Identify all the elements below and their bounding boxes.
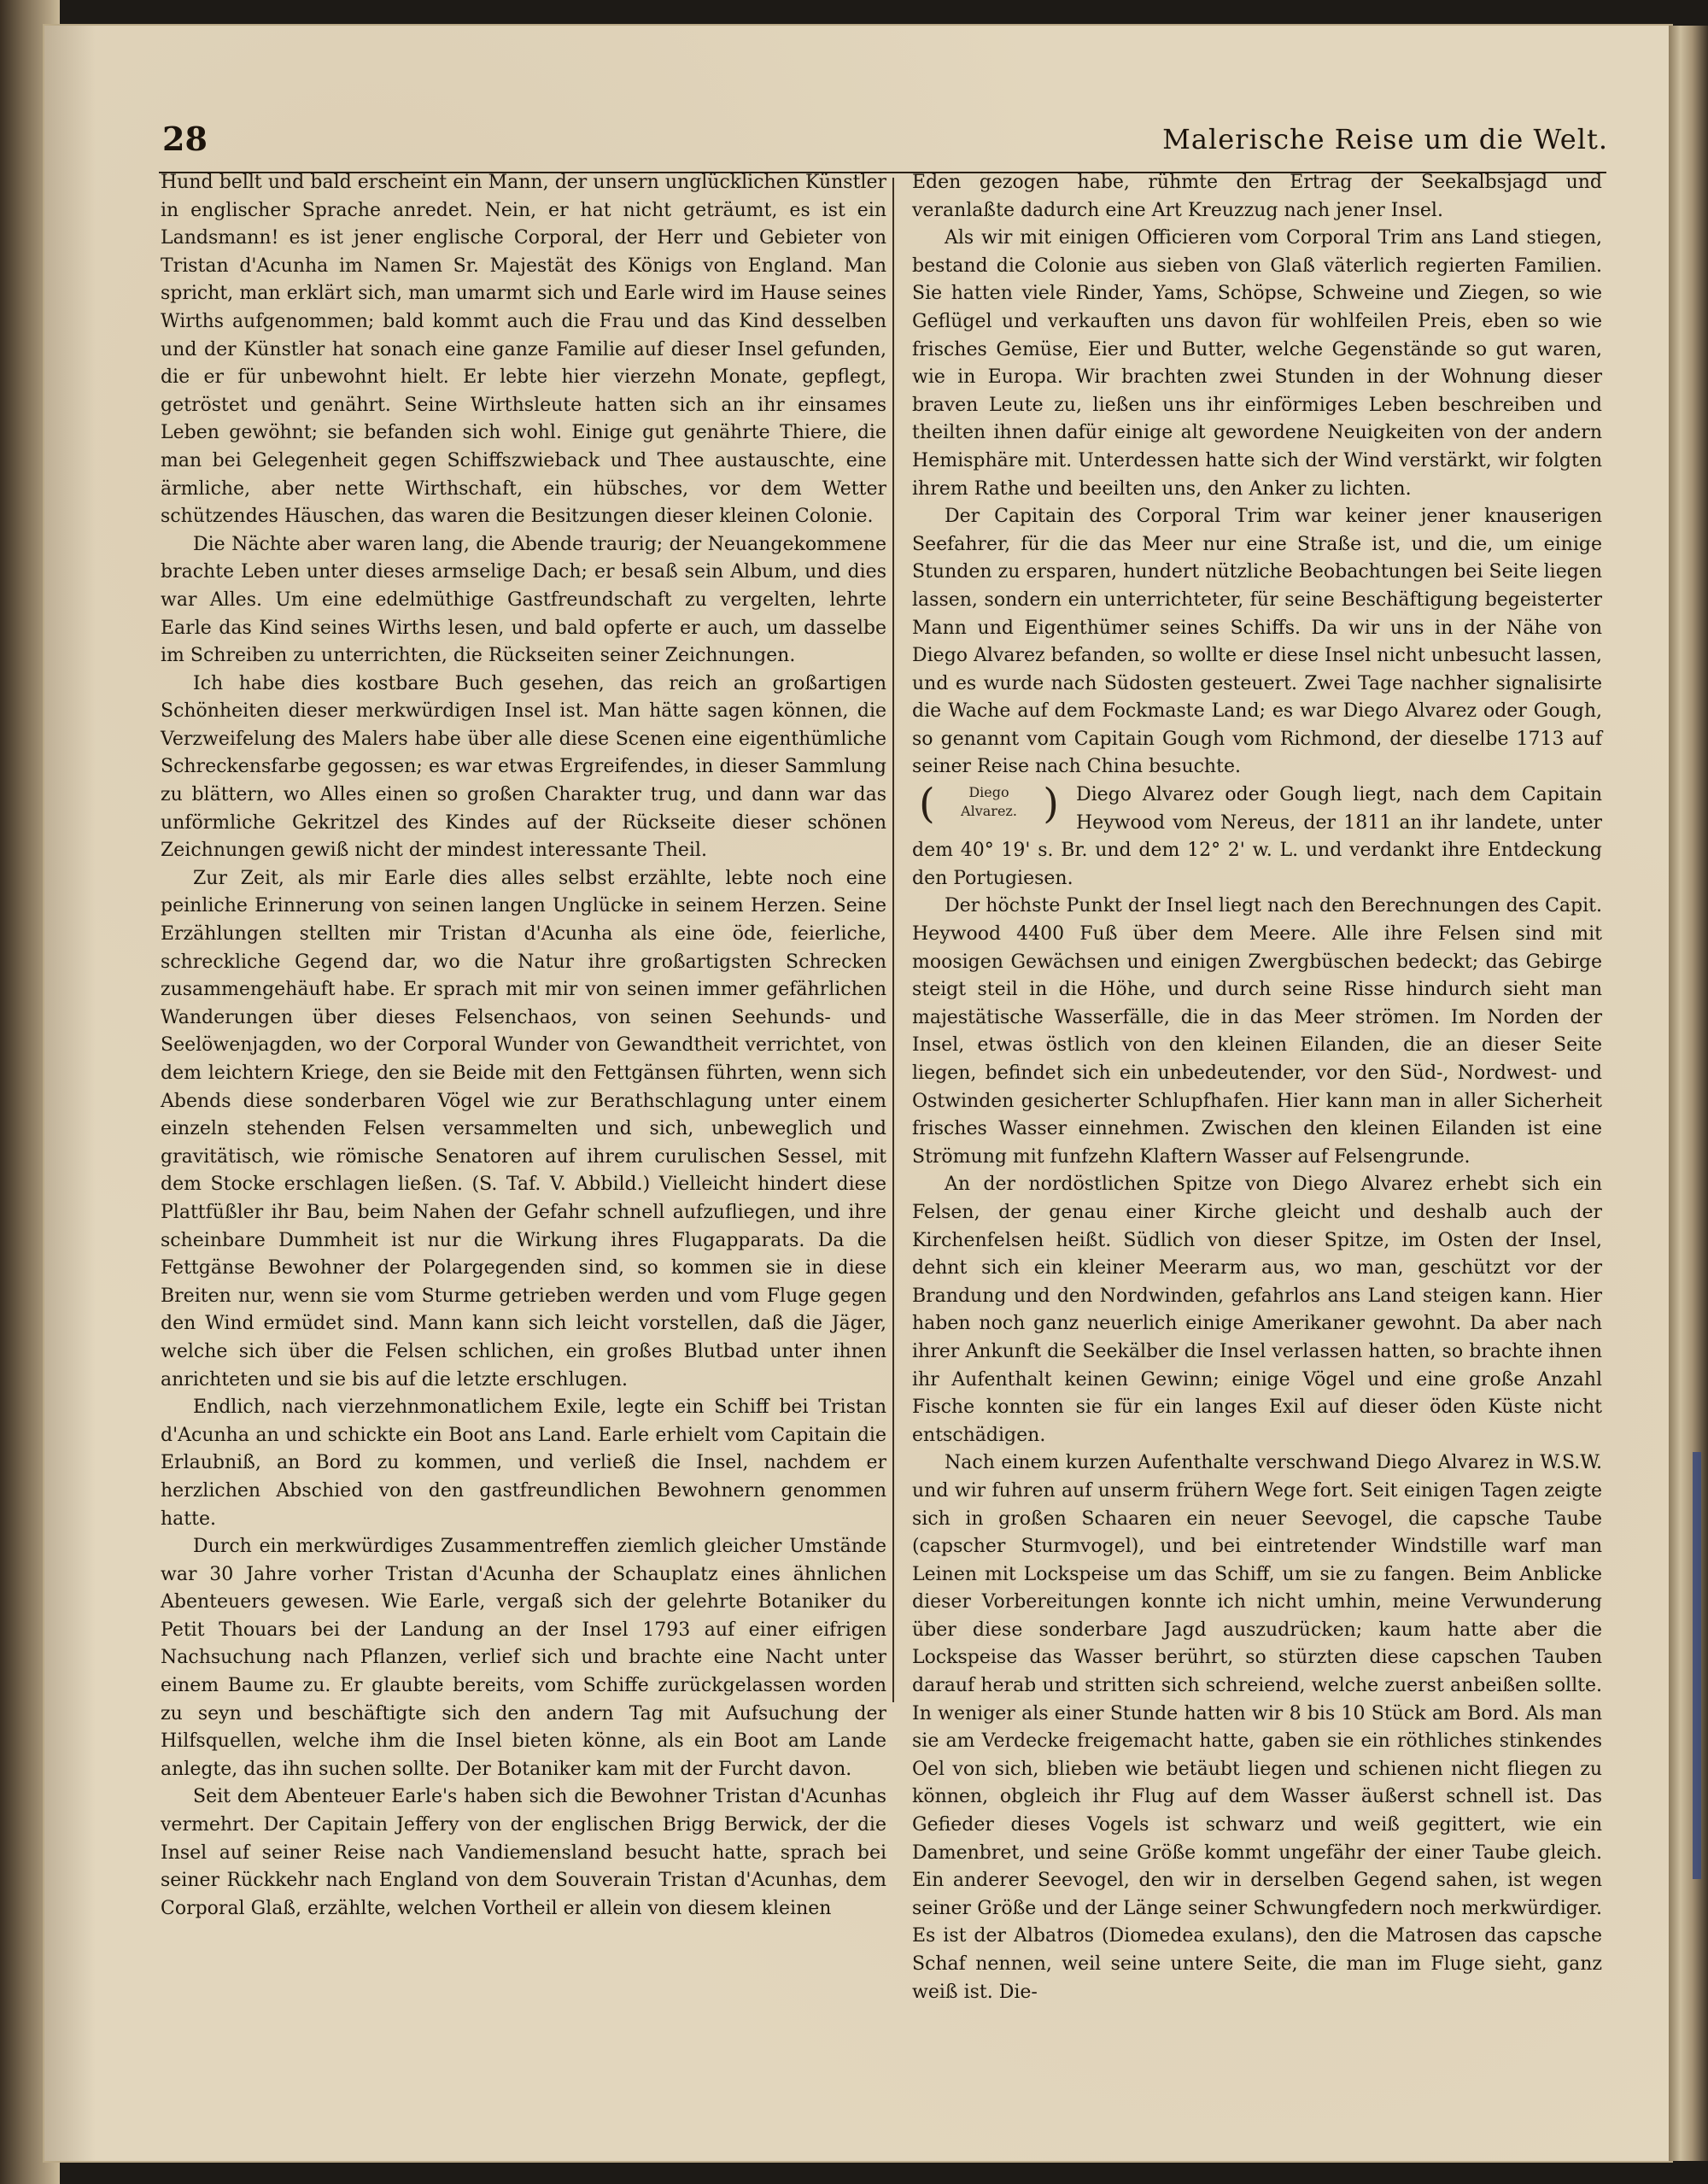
paragraph: Ich habe dies kostbare Buch gesehen, das reich an großartigen Schönheiten dieser merkwürdigen Insel ist. Man hätte sagen können, die Verzweifelung des Malers habe über alle diese Scenen eine eigenthümliche Schreckensfarbe gegossen; es war etwas Ergreifendes, in dieser Sammlung zu blättern, wo Alles einen so großen Charakter trug, und dann war das unförmliche Gekritzel des Kindes auf der Rückseite dieser schönen Zeichnungen gewiß nicht der mindest interessante Theil. [161, 672, 886, 862]
paragraph: Seit dem Abenteuer Earle's haben sich die Bewohner Tristan d'Acunhas vermehrt. Der Capitain Jeffery von der englischen Brigg Berwick, der die Insel auf seiner Reise nach Vandiemensland besucht hatte, sprach bei seiner Rückkehr nach England von dem Souverain Tristan d'Acunhas, dem Corporal Glaß, erzählte, welchen Vortheil er allein von diesem kleinen [161, 1786, 886, 1919]
paragraph: Eden gezogen habe, rühmte den Ertrag der Seekalbsjagd und veranlaßte dadurch eine Art Kreuzzug nach jener Insel. [912, 172, 1602, 221]
page-header [118, 120, 1608, 171]
paragraph: Endlich, nach vierzehnmonatlichem Exile, legte ein Schiff bei Tristan d'Acunha an und schickte ein Boot ans Land. Earle erhielt vom Capitain die Erlaubniß, an Bord zu kommen, und verließ die Insel, nachdem er herzlichen Abschied von den gastfreundlichen Bewohnern genommen hatte. [161, 1396, 886, 1530]
bookmark-ribbon [1693, 1452, 1701, 1879]
paragraph: Der höchste Punkt der Insel liegt nach den Berechnungen des Capit. Heywood 4400 Fuß über dem Meere. Alle ihre Felsen sind mit moosigen Gewächsen und einigen Zwergbüschen bedeckt; das Gebirge steigt steil in die Höhe, und durch seine Risse hindurch sieht man majestätische Wasserfälle, die in das Meer strömen. Im Norden der Insel, etwas östlich von den kleinen Eilanden, die an dieser Seite liegen, befindet sich ein unbedeutender, vor den Süd-, Nordwest- und Ostwinden gesicherter Schlupfhafen. Hier kann man in aller Sicherheit frisches Wasser einnehmen. Zwischen den kleinen Eilanden ist eine Strömung mit funfzehn Klaftern Wasser auf Felsengrunde. [912, 895, 1602, 1168]
paragraph: An der nordöstlichen Spitze von Diego Alvarez erhebt sich ein Felsen, der genau einer Kirche gleicht und deshalb auch der Kirchenfelsen heißt. Südlich von dieser Spitze, im Osten der Insel, dehnt sich ein kleiner Meerarm aus, wo man, geschützt vor der Brandung und den Nordwinden, gefahrlos ans Land steigen kann. Hier haben noch ganz neuerlich einige Amerikaner gewohnt. Da aber nach ihrer Ankunft die Seekälber die Insel verlassen hatten, so brachte ihnen ihr Aufenthalt keinen Gewinn; einige Vögel und eine große Anzahl Fische konnten sie für ein langes Exil auf dieser öden Küste nicht entschädigen. [912, 1174, 1602, 1446]
paragraph: Nach einem kurzen Aufenthalte verschwand Diego Alvarez in W.S.W. und wir fuhren auf unserm frühern Wege fort. Seit einigen Tagen zeigte sich in großen Schaaren ein neuer Seevogel, die capsche Taube (capscher Sturmvogel), und bei eintretender Windstille warf man Leinen mit Lockspeise um das Schiff, um sie zu fangen. Beim Anblicke dieser Vorbereitungen konnte ich nicht umhin, meine Verwunderung über diese sonderbare Jagd auszudrücken; kaum hatte aber die Lockspeise das Wasser berührt, so stürzten diese capschen Tauben darauf herab und stritten sich schreiend, welche zuerst anbeißen sollte. In weniger als einer Stunde hatten wir 8 bis 10 Stück am Bord. Als man sie am Verdecke freigemacht hatte, gaben sie ein röthliches stinkendes Oel von sich, blieben wie betäubt liegen und schienen nicht fliegen zu können, obgleich ihr Flug auf dem Wasser äußerst schnell ist. Das Gefieder dieses Vogels ist schwarz und weiß gegittert, wie ein Damenbret, und seine Größe kommt ungefähr der einer Taube gleich. Ein anderer Seevogel, den wir in derselben Gegend sahen, ist wegen seiner Größe und der Länge seiner Schwungfedern noch merkwürdiger. Es ist der Albatros (Diomedea exulans), den die Matrosen das capsche Schaf nennen, weil seine untere Seite, die man im Fluge sieht, ganz weiß ist. Die- [912, 1452, 1602, 2003]
paragraph-text: Diego Alvarez oder Gough liegt, nach dem Capitain Heywood vom Nereus, der 1811 an ihr landete, unter dem 40° 19' s. Br. und dem 12° 2' w. L. und verdankt ihre Entdeckung den Portugiesen. [912, 784, 1602, 889]
column-divider [892, 178, 894, 1702]
page-edge [1669, 26, 1708, 2161]
paragraph: Zur Zeit, als mir Earle dies alles selbst erzählte, lebte noch eine peinliche Erinnerung von seinen langen Unglücke in seinem Herzen. Seine Erzählungen stellten mir Tristan d'Acunha als eine öde, feierliche, schreckliche Gegend dar, wo die Natur ihre großartigsten Schrecken zusammengehäuft habe. Er sprach mit mir von seinen immer gefährlichen Wanderungen über dieses Felsenchaos, von seinen Seehunds- und Seelöwenjagden, wo der Corporal Wunder von Gewandtheit verrichtet, von dem leichtern Kriege, den sie Beide mit den Fettgänsen führten, wenn sich Abends diese sonderbaren Vögel wie zur Berathschlagung unter einem einzeln stehenden Felsen versammelten und sich, unbeweglich und gravitätisch, wie römische Senatoren auf ihrem curulischen Sessel, mit dem Stocke erschlagen ließen. (S. Taf. V. Abbild.) Vielleicht hindert diese Plattfüßler ihr Bau, beim Nahen der Gefahr schnell aufzufliegen, und ihre scheinbare Dummheit ist nur die Wirkung ihres Flugapparats. Da die Fettgänse Bewohner der Polargegenden sind, so kommen sie in diese Breiten nur, wenn sie vom Sturme getrieben werden und vom Fluge gegen den Wind ermüdet sind. Mann kann sich leicht vorstellen, daß die Jäger, welche sich über die Felsen schlichen, ein großes Blutbad unter ihnen anrichteten und sie bis auf die letzte erschlugen. [161, 867, 886, 1391]
paragraph-with-marginal-note [912, 782, 1602, 893]
marginal-note [912, 780, 1066, 829]
paragraph: Durch ein merkwürdiges Zusammentreffen ziemlich gleicher Umstände war 30 Jahre vorher Tristan d'Acunha der Schauplatz eines ähnlichen Abenteuers gewesen. Wie Earle, vergaß sich der gelehrte Botaniker du Petit Thouars bei der Landung an der Insel 1793 auf einer eifrigen Nachsuchung nach Pflanzen, verlief sich und brachte eine Nacht unter einem Baume zu. Er glaubte bereits, vom Schiffe zurückgelassen worden zu seyn und beschäftigte sich den andern Tag mit Aufsuchung der Hilfsquellen, welche ihm die Insel bieten könne, als ein Boot am Lande anlegte, das ihn suchen sollte. Der Botaniker kam mit der Furcht davon. [161, 1536, 886, 1780]
paragraph: Hund bellt und bald erscheint ein Mann, der unsern unglücklichen Künstler in englischer Sprache anredet. Nein, er hat nicht geträumt, es ist ein Landsmann! es ist jener englische Corporal, der Herr und Gebieter von Tristan d'Acunha im Namen Sr. Majestät des Königs von England. Man spricht, man erklärt sich, man umarmt sich und Earle wird im Hause seines Wirths aufgenommen; bald kommt auch die Frau und das Kind desselben und der Künstler hat sonach eine ganze Familie auf dieser Insel gefunden, die er für unbewohnt hielt. Er lebte hier vierzehn Monate, gepflegt, getröstet und genährt. Seine Wirthsleute hatten sich an ihr einsames Leben gewöhnt; sie befanden sich wohl. Einige gut genährte Thiere, die man bei Gelegenheit gegen Schiffszwieback und Thee austauschte, eine ärmliche, aber nette Wirthschaft, ein hübsches, vor dem Wetter schützendes Häuschen, das waren die Besitzungen dieser kleinen Colonie. [161, 172, 886, 528]
bracket-right-icon: ) [1043, 780, 1059, 829]
page-number: 28 [162, 120, 208, 158]
left-column [161, 169, 886, 1923]
running-title: Malerische Reise um die Welt. [1162, 123, 1608, 155]
marginal-note-line: Alvarez. [961, 803, 1017, 820]
paragraph: Der Capitain des Corporal Trim war keiner jener knauserigen Seefahrer, für die das Meer nur eine Straße ist, und die, um einige Stunden zu ersparen, hundert nützliche Beobachtungen bei Seite liegen lassen, sondern ein unterrichteter, für seine Beschäftigung begeisterter Mann und Eigenthümer seines Schiffs. Da wir uns in der Nähe von Diego Alvarez befanden, so wollte er diese Insel nicht unbesucht lassen, und es wurde nach Südosten gesteuert. Zwei Tage nachher signalisirte die Wache auf dem Fockmaste Land; es war Diego Alvarez oder Gough, so genannt vom Capitain Gough vom Richmond, der dieselbe 1713 auf seiner Reise nach China besuchte. [912, 506, 1602, 778]
paragraph: Die Nächte aber waren lang, die Abende traurig; der Neuangekommene brachte Leben unter dieses armselige Dach; er besaß sein Album, und dies war Alles. Um eine edelmüthige Gastfreundschaft zu vergelten, lehrte Earle das Kind seines Wirths lesen, und bald opferte er auch, um dasselbe im Schreiben zu unterrichten, die Rückseiten seiner Zeichnungen. [161, 533, 886, 667]
bracket-left-icon: ( [919, 780, 935, 829]
paragraph: Als wir mit einigen Officieren vom Corporal Trim ans Land stiegen, bestand die Colonie aus sieben von Glaß väterlich regierten Familien. Sie hatten viele Rinder, Yams, Schöpse, Schweine und Ziegen, so wie Geflügel und verkauften uns davon für wohlfeilen Preis, eben so wie frisches Gemüse, Eier und Butter, welche Gegenstände so gut waren, wie in Europa. Wir brachten zwei Stunden in der Wohnung dieser braven Leute zu, ließen uns ihr einförmiges Leben beschreiben und theilten ihnen dafür einige alt gewordene Neuigkeiten von der andern Hemisphäre mit. Unterdessen hatte sich der Wind verstärkt, wir folgten ihrem Rathe und beeilten uns, den Anker zu lichten. [912, 227, 1602, 500]
marginal-note-line: Diego [968, 784, 1009, 801]
right-column [912, 169, 1602, 2006]
